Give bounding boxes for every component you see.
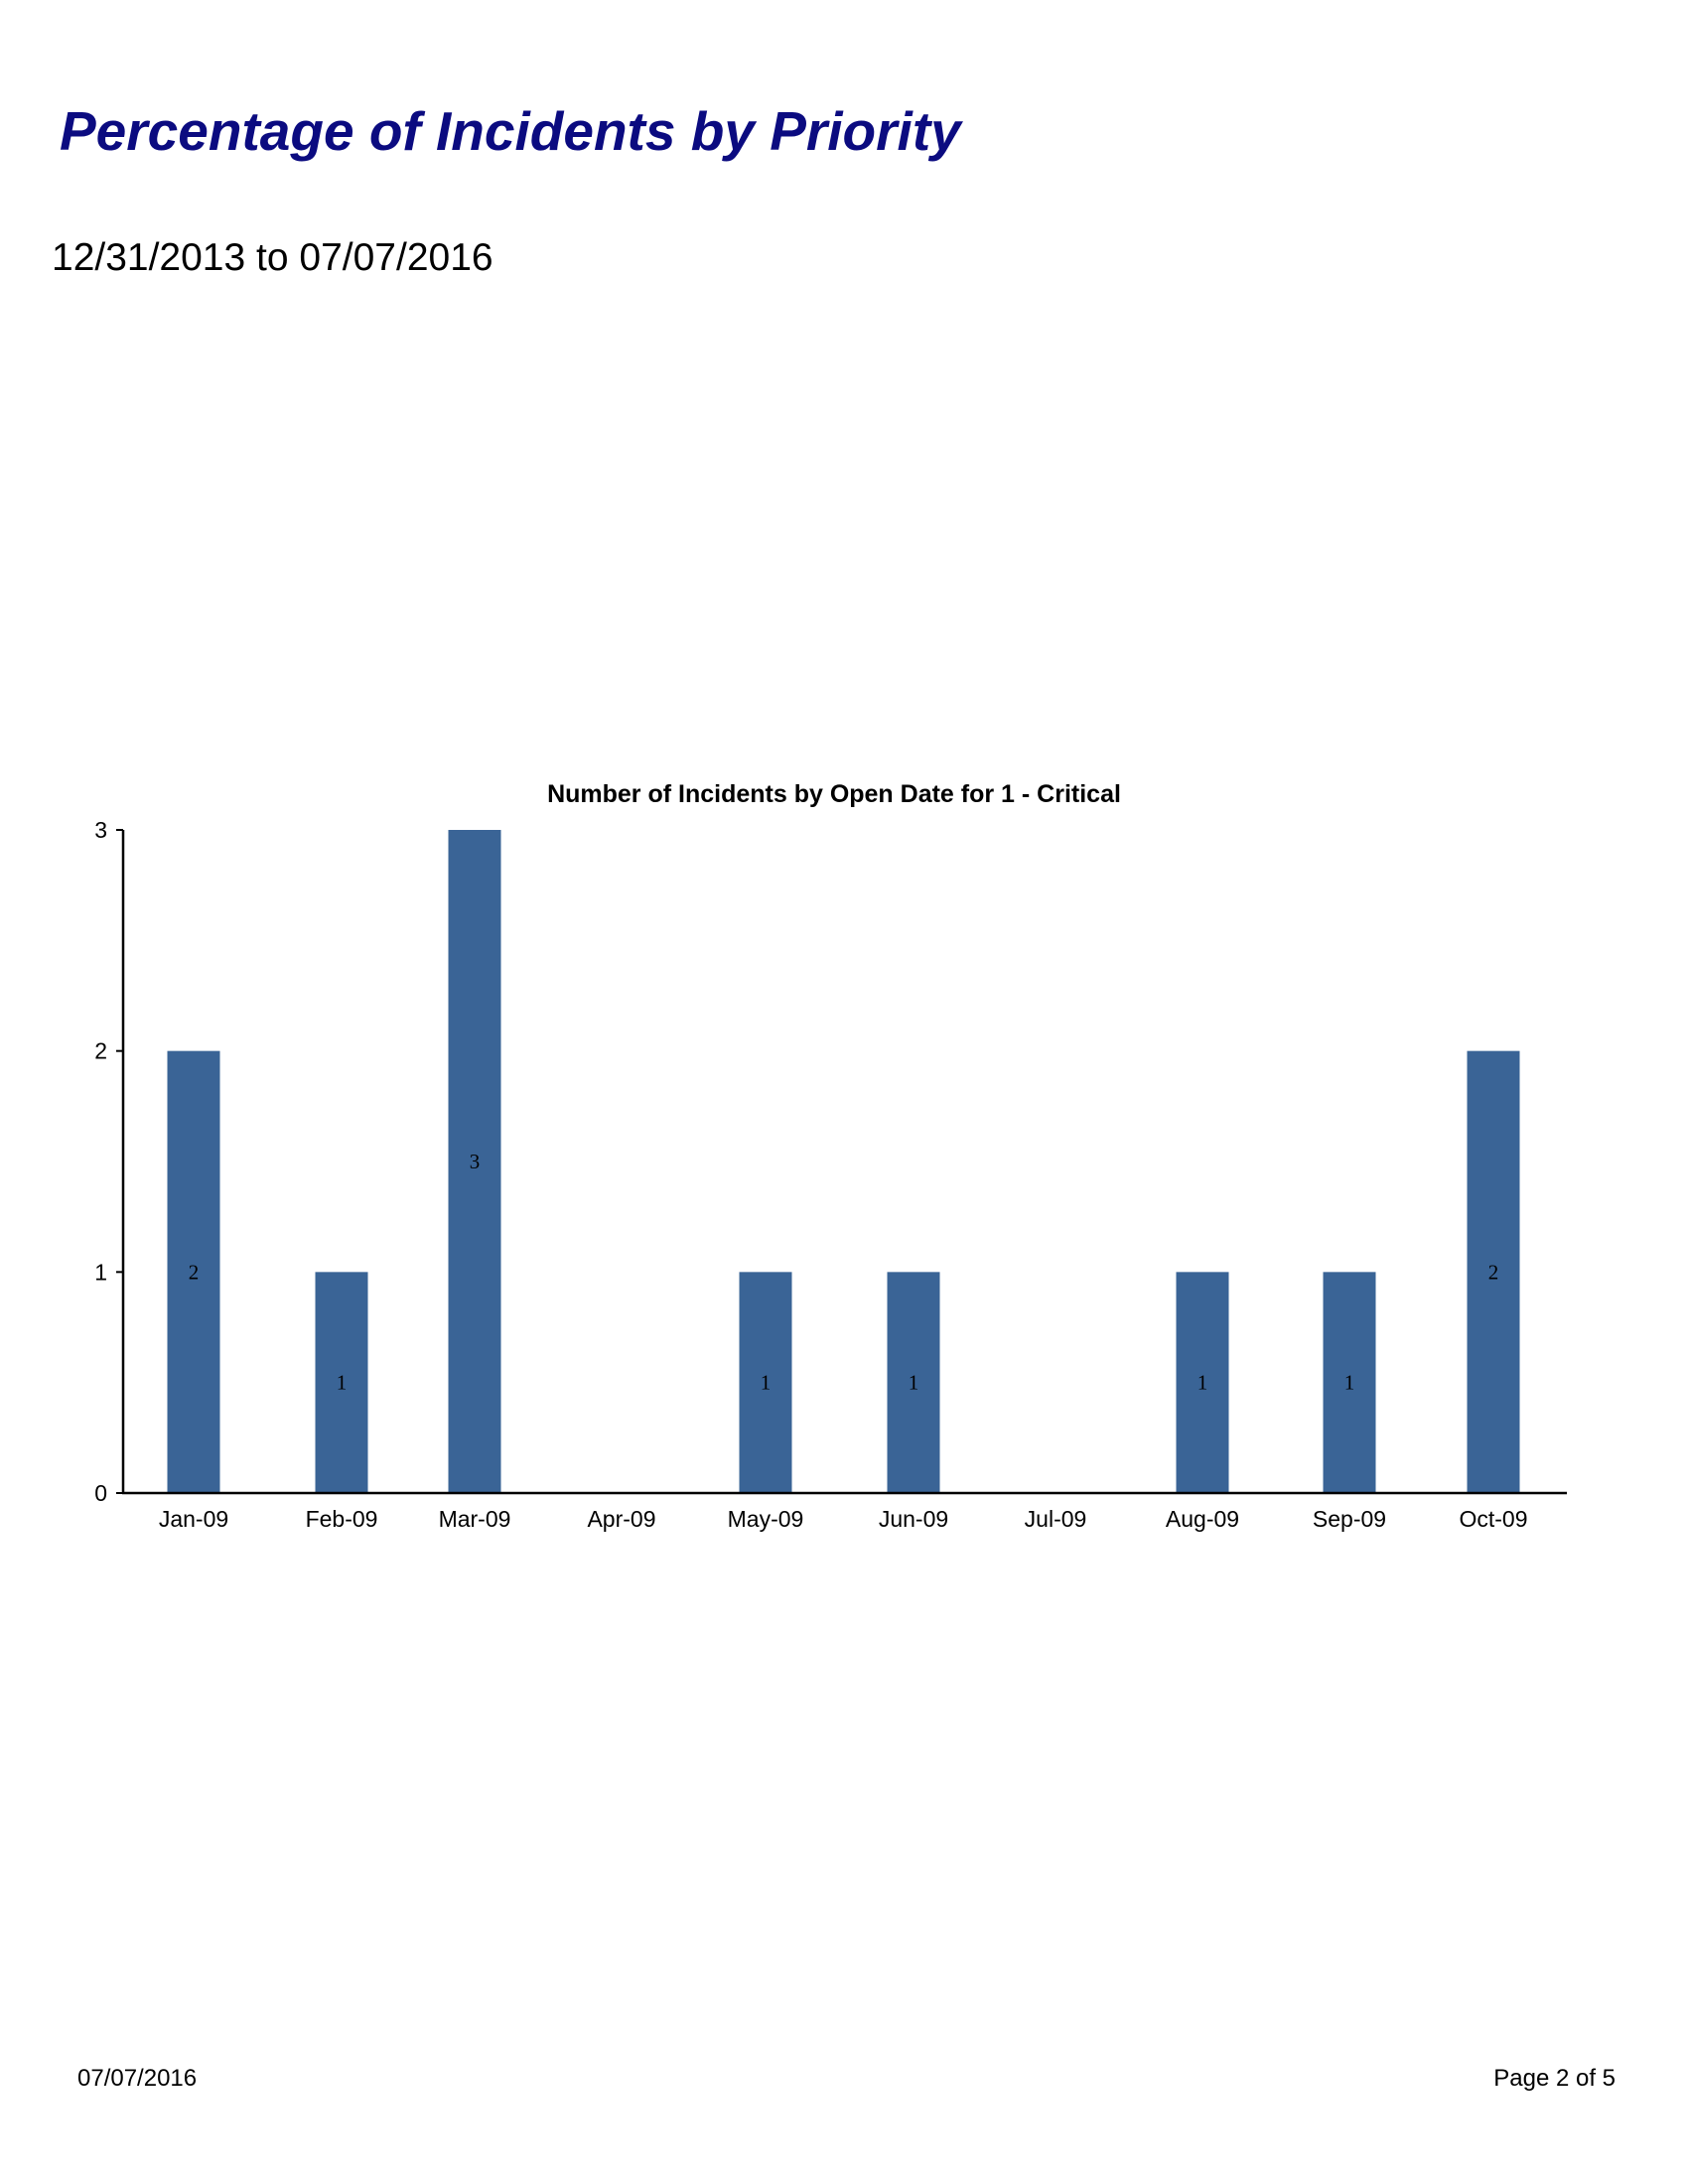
x-tick-label: Apr-09 [587, 1506, 656, 1532]
data-label-sep-09: 1 [1343, 1370, 1355, 1395]
data-labels-layer [189, 1150, 1499, 1395]
x-tick-label: Oct-09 [1459, 1506, 1528, 1532]
data-label-mar-09: 3 [469, 1150, 481, 1173]
x-tick-label: Jan-09 [158, 1506, 229, 1532]
footer-date: 07/07/2016 [77, 2065, 198, 2092]
footer-page-number: Page 2 of 5 [1493, 2065, 1616, 2092]
x-tick-label: Feb-09 [305, 1506, 378, 1532]
y-tick-label: 1 [94, 1259, 107, 1286]
data-label-aug-09: 1 [1196, 1370, 1208, 1395]
bars-layer [168, 830, 1520, 1493]
x-tick-label: Aug-09 [1165, 1506, 1240, 1532]
y-tick-label: 3 [94, 817, 107, 843]
data-label-may-09: 1 [760, 1370, 772, 1395]
y-tick-label: 0 [94, 1480, 107, 1506]
chart-title: Number of Incidents by Open Date for 1 - Critical [547, 780, 1121, 808]
data-label-feb-09: 1 [336, 1370, 348, 1395]
x-tick-label: Mar-09 [438, 1506, 511, 1532]
x-tick-label: Sep-09 [1312, 1506, 1387, 1532]
data-label-jun-09: 1 [908, 1370, 919, 1395]
x-tick-label: Jul-09 [1024, 1506, 1087, 1532]
y-tick-label: 2 [94, 1037, 107, 1064]
date-range: 12/31/2013 to 07/07/2016 [52, 236, 493, 279]
ticks-layer [94, 817, 1527, 1532]
data-label-jan-09: 2 [188, 1260, 200, 1285]
report-title: Percentage of Incidents by Priority [60, 100, 961, 162]
x-tick-label: Jun-09 [878, 1506, 949, 1532]
data-label-oct-09: 2 [1487, 1260, 1499, 1285]
x-tick-label: May-09 [727, 1506, 804, 1532]
